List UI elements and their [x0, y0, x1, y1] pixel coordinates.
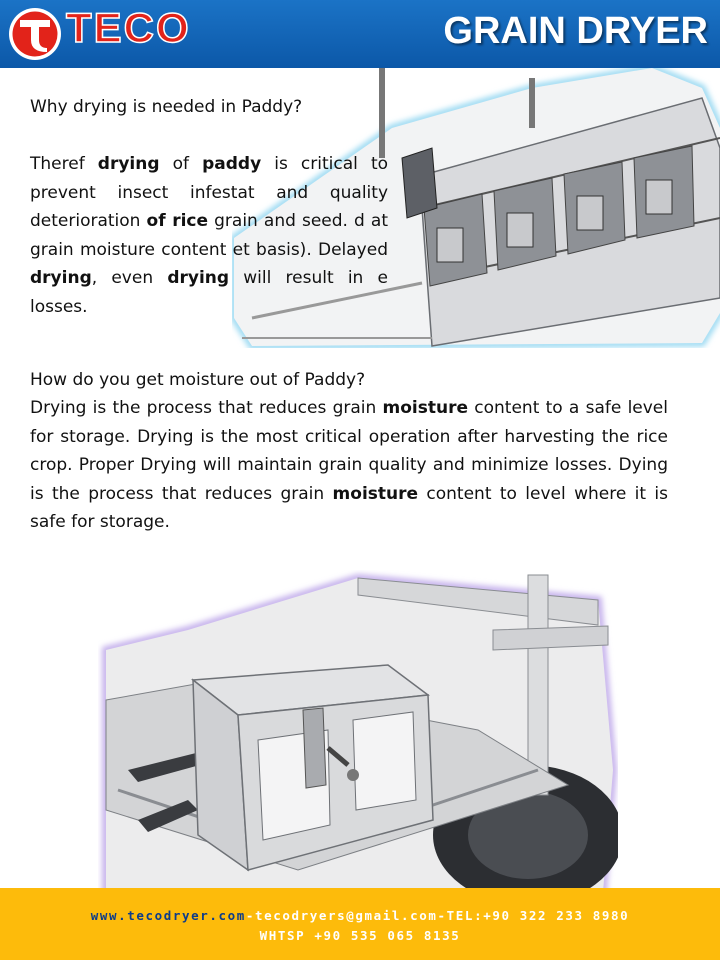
text-run: Theref — [30, 154, 98, 174]
bold-term: moisture — [332, 483, 419, 504]
footer-bar — [0, 888, 720, 960]
text-run: content to a safe level for storage. Drying is the most critical operation after harvesting the rice crop. Proper Drying will maintain grain quality and minimize losses. Dying is the process that reduces grain — [30, 398, 668, 504]
bold-term: drying — [30, 268, 92, 288]
bold-term: drying — [97, 154, 160, 174]
text-run: is critical to prevent insect infestat and quality deterioration — [30, 154, 389, 231]
text-run: will result in e losses. — [30, 268, 388, 317]
paragraph-drying-process — [30, 394, 668, 537]
question-moisture: How do you get moisture out of Paddy? — [30, 370, 366, 390]
text-run: content to level where it is safe for storage. — [30, 483, 669, 532]
dryer-frame-image — [98, 570, 618, 892]
text-run: , even — [91, 268, 168, 288]
footer-contact-line — [0, 908, 720, 923]
bold-term: of rice — [146, 211, 209, 231]
bold-term: drying — [167, 268, 230, 288]
text-run: of — [159, 154, 203, 174]
text-run: Drying is the process that reduces grain — [30, 398, 383, 418]
text-run: grain and seed. d at grain moisture content et basis). Delayed — [30, 211, 388, 260]
header-bar — [0, 0, 720, 68]
bold-term: moisture — [382, 398, 469, 418]
logo-text: TECO — [66, 4, 191, 51]
whatsapp-text: WHTSP +90 535 065 8135 — [259, 928, 461, 943]
page-title: GRAIN DRYER — [443, 10, 708, 52]
email-phone-text: -tecodryers@gmail.com-TEL:+90 322 233 8980 — [245, 908, 630, 923]
bold-term: paddy — [202, 154, 262, 174]
website-link[interactable]: www.tecodryer.com — [90, 908, 246, 923]
paragraph-drying-importance — [30, 150, 388, 321]
question-why-drying: Why drying is needed in Paddy? — [30, 97, 303, 117]
